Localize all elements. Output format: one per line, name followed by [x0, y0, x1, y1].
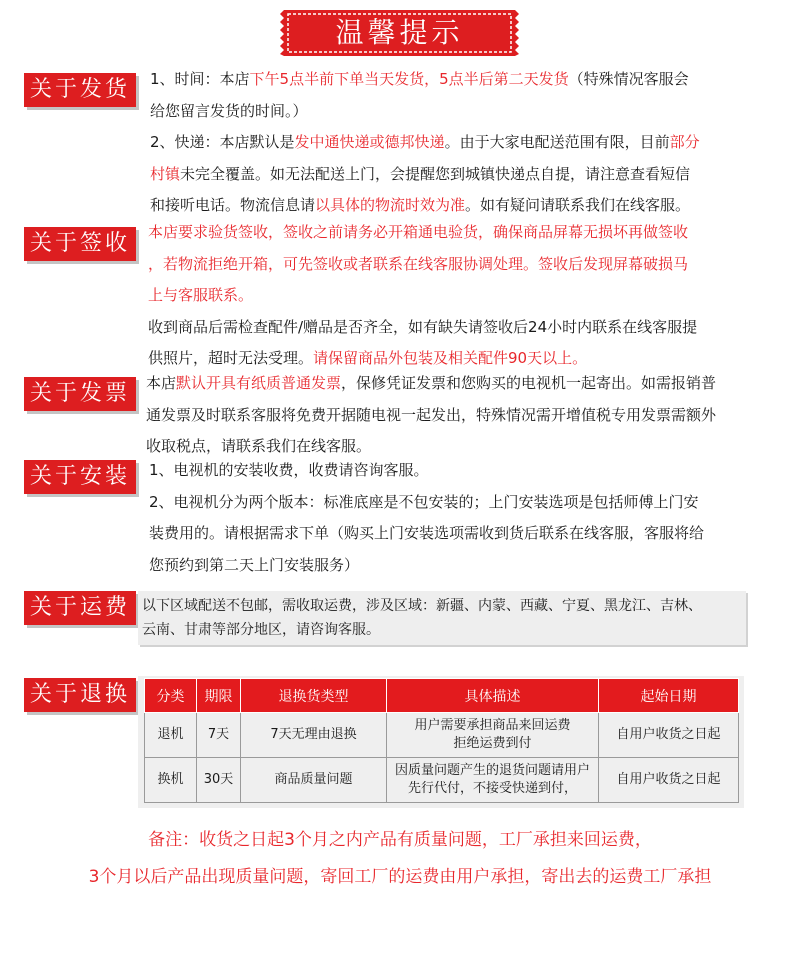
invoice-default-highlight: 默认开具有纸质普通发票 [176, 374, 342, 392]
returns-cell-type: 换机 [145, 758, 197, 803]
install-text [149, 455, 789, 581]
returns-table [144, 678, 739, 803]
returns-cell-kind: 7天无理由退换 [241, 713, 387, 758]
install-line-2: 2、电视机分为两个版本：标准底座是不包安装的；上门安装选项是包括师傅上门安 [149, 492, 699, 511]
section-label-returns: 关于退换 [24, 678, 136, 712]
shipping-time-label: 1、时间：本店 [150, 70, 250, 88]
returns-cell-desc [387, 713, 599, 758]
shipping-text [150, 64, 790, 222]
invoice-text [146, 368, 786, 463]
shipping-village-note: 未完全覆盖。如无法配送上门，会提醒您到城镇快递点自提，请注意查看短信 [180, 164, 691, 183]
invoice-line-3: 收取税点，请联系我们在线客服。 [146, 437, 372, 455]
returns-header-start: 起始日期 [599, 679, 739, 713]
shipping-line-3 [150, 127, 790, 159]
note-line-2: 3个月以后产品出现质量问题，寄回工厂的运费由用户承担，寄出去的运费工厂承担 [88, 867, 712, 887]
receipt-line-4: 收到商品后需检查配件/赠品是否齐全，如有缺失请签收后24小时内联系在线客服提 [148, 317, 698, 336]
shipping-logistics-label: 和接听电话。物流信息请 [150, 196, 316, 214]
returns-desc-line-1: 用户需要承担商品来回运费 [414, 718, 571, 733]
table-row [145, 713, 739, 758]
returns-table-header [145, 679, 739, 713]
returns-cell-period: 7天 [197, 713, 241, 758]
page-title-banner [278, 8, 521, 58]
returns-desc-line-2: 拒绝运费到付 [453, 736, 532, 751]
returns-cell-period: 30天 [197, 758, 241, 803]
shipping-logistics-highlight: 以具体的物流时效为准 [315, 196, 466, 214]
freight-line-1: 以下区域配送不包邮，需收取运费，涉及区域：新疆、内蒙、西藏、宁夏、黑龙江、吉林、 [142, 598, 702, 614]
section-label-freight: 关于运费 [24, 591, 136, 625]
shipping-logistics-note: 。如有疑问请联系我们在线客服。 [465, 196, 691, 214]
invoice-store-label: 本店 [146, 374, 177, 392]
receipt-keep-packaging-highlight: 请保留商品外包装及相关配件90天以上。 [313, 349, 588, 367]
install-line-4: 您预约到第二天上门安装服务） [149, 555, 360, 574]
receipt-text [148, 217, 788, 375]
shipping-partial-highlight: 部分 [669, 133, 700, 151]
receipt-timeout-note: 供照片，超时无法受理。 [148, 349, 314, 367]
returns-cell-type: 退机 [145, 713, 197, 758]
shipping-courier-highlight: 发中通快递或德邦快递 [294, 133, 445, 151]
shipping-courier-note: 。由于大家电配送范围有限，目前 [444, 133, 670, 151]
section-label-install: 关于安装 [24, 460, 136, 494]
returns-header-type: 分类 [145, 679, 197, 713]
install-line-1: 1、电视机的安装收费，收费请咨询客服。 [149, 461, 429, 479]
shipping-line-1 [150, 64, 790, 96]
table-row [145, 758, 739, 803]
invoice-line-1-rest: ，保修凭证发票和您购买的电视机一起寄出。如需报销普 [341, 374, 717, 392]
shipping-courier-label: 2、快递：本店默认是 [150, 133, 295, 151]
returns-header-desc: 具体描述 [387, 679, 599, 713]
returns-cell-kind: 商品质量问题 [241, 758, 387, 803]
shipping-line-4 [150, 159, 790, 191]
shipping-time-note: （特殊情况客服会 [568, 70, 689, 88]
invoice-line-2: 通发票及时联系客服将免费开据随电视一起发出，特殊情况需开增值税专用发票需额外 [146, 405, 717, 424]
receipt-line-1: 本店要求验货签收，签收之前请务必开箱通电验货，确保商品屏幕无损坏再做签收 [148, 223, 689, 241]
returns-header-kind: 退换货类型 [241, 679, 387, 713]
shipping-village-highlight: 村镇 [150, 164, 181, 183]
shipping-line-2: 给您留言发货的时间。） [150, 101, 308, 120]
section-label-shipping: 关于发货 [24, 73, 136, 107]
shipping-time-highlight: 下午5点半前下单当天发货，5点半后第二天发货 [249, 70, 569, 88]
freight-text [142, 594, 742, 642]
page-title: 温馨提示 [335, 16, 464, 49]
receipt-line-3: 上与客服联系。 [148, 286, 254, 304]
returns-desc-line-1: 因质量问题产生的退货问题请用户 [394, 763, 590, 778]
returns-desc-line-2: 先行代付，不接受快递到付， [407, 781, 577, 796]
returns-header-period: 期限 [197, 679, 241, 713]
note-line-1: 备注：收货之日起3个月之内产品有质量问题，工厂承担来回运费， [148, 830, 652, 850]
install-line-3: 装费用的。请根据需求下单（购买上门安装选项需收到货后联系在线客服，客服将给 [149, 524, 705, 542]
invoice-line-1 [146, 368, 786, 400]
section-label-invoice: 关于发票 [24, 377, 136, 411]
returns-cell-desc [387, 758, 599, 803]
freight-box [138, 591, 746, 645]
returns-cell-start: 自用户收货之日起 [599, 713, 739, 758]
section-label-receipt: 关于签收 [24, 227, 136, 261]
receipt-line-2: ，若物流拒绝开箱，可先签收或者联系在线客服协调处理。签收后发现屏幕破损马 [148, 254, 689, 273]
freight-line-2: 云南、甘肃等部分地区，请咨询客服。 [142, 622, 380, 638]
returns-cell-start: 自用户收货之日起 [599, 758, 739, 803]
